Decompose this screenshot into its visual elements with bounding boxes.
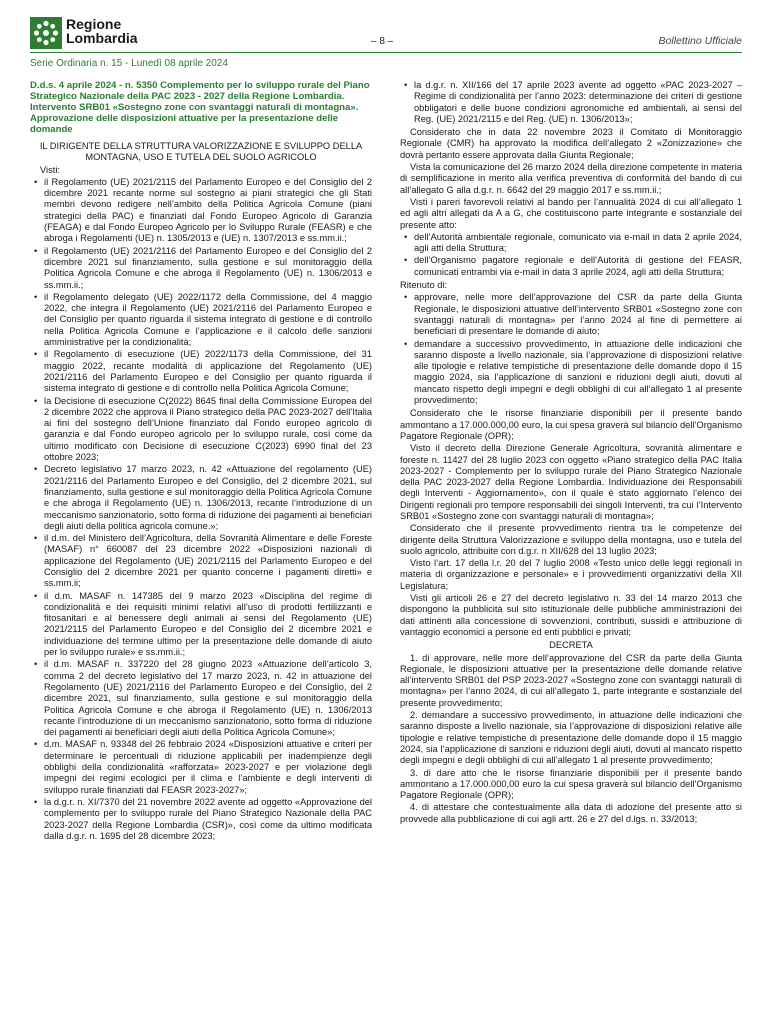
ritenuto-list: [400, 292, 742, 406]
director-heading: IL DIRIGENTE DELLA STRUTTURA VALORIZZAZIONE E SVILUPPO DELLA MONTAGNA, USO E TUTELA DEL SUOLO AGRICOLO: [39, 141, 363, 163]
list-item: • il Regolamento delegato (UE) 2022/1172 della Commissione, del 4 maggio 2022, che integra il Regolamento (UE) 2021/2116 del Parlamento Europeo e del Consiglio per quanto riguarda il sistema integrato di gestione e di controllo nella Politica Agricola Comune e l’applicazione e il calcolo delle sanzioni amministrative per la condizionalità;: [44, 292, 372, 348]
decree-title: D.d.s. 4 aprile 2024 - n. 5350 Complemento per lo sviluppo rurale del Piano Strategico Nazionale della PAC 2023 - 2027 della Regione Lombardia. Intervento SRB01 «Sostegno zone con svantaggi naturali di montagna». Approvazione delle disposizioni attuative per la presentazione delle domande: [30, 80, 370, 135]
decreta-heading: DECRETA: [549, 640, 593, 651]
logo-line2: Lombardia: [66, 30, 138, 46]
logo-text: [66, 17, 138, 45]
ritenuto-label: Ritenuto di:: [400, 280, 448, 291]
list-item: • il d.m. MASAF n. 147385 del 9 marzo 2023 «Disciplina del regime di condizionalità e dei requisiti minimi relativi all’uso di prodotti fertilizzanti e fitosanitari e al benessere degli animali ai sensi del Regolamento (UE) 2021/2115 del Parlamento Europeo e del Consiglio del 2 dicembre 2021 e individuazione del termine ultimo per la presentazione delle domande di aiuto per lo sviluppo rurale» e ss.mm.ii.;: [44, 591, 372, 659]
logo-line1: Regione: [66, 16, 122, 32]
pareri-list: [400, 232, 742, 278]
paragraph: Considerato che il presente provvedimento rientra tra le competenze del dirigente della Struttura Valorizzazione e sviluppo della montagna, uso e tutela del suolo agricolo, attribuite con d.g.r. n XII/628 del 13 luglio 2023;: [400, 523, 742, 556]
paragraph: Visto il decreto della Direzione Generale Agricoltura, sovranità alimentare e foreste n. 11427 del 28 luglio 2023 con oggetto «Piano strategico della PAC Italia 2023-2027 - Complemento per lo sviluppo rurale del Piano Strategico Nazionale della PAC 2023-2027 della Regione Lombardia. Individuazione dei Responsabili degli Interventi - Aggiornamento», con il quale è stato aggiornato l’elenco dei Dirigenti regionali pro tempore responsabili dei singoli Interventi, tra cui l’Intervento SRB01 «Sostegno zone con svantaggi naturali di montagna»;: [400, 443, 742, 521]
list-item: • il d.m. del Ministero dell’Agricoltura, della Sovranità Alimentare e delle Foreste (MASAF) n° 660087 del 23 dicembre 2022 «Disposizioni nazionali di applicazione del Regolamento (UE) 2021/2115 del Parlamento Europeo e del Consiglio del 2 dicembre 2021 per quanto concerne i pagamenti diretti» e ss.mm.ii;: [44, 533, 372, 589]
list-item: • demandare a successivo provvedimento, in attuazione delle indicazioni che saranno disposte a livello nazionale, sia l’approvazione di disposizioni relative alle tipologie e relative tempistiche di presentazione delle domande dopo il 15 maggio 2024, sia l’applicazione di sanzioni e riduzioni degli aiuti, dovuti al mancato rispetto degli impegni e degli obblighi di cui all’allegato 1 al presente provvedimento;: [414, 339, 742, 407]
left-column: [30, 80, 372, 844]
list-item: • dell’Organismo pagatore regionale e dell’Autorità di gestione del FEASR, comunicati entrambi via e-mail in data 3 aprile 2024, agli atti della Struttura;: [414, 255, 742, 278]
paragraph: 4. di attestare che contestualmente alla data di adozione del presente atto si provvede alla pubblicazione di cui agli artt. 26 e 27 del d.lgs. n. 33/2013;: [400, 802, 742, 824]
bulletin-title: Bollettino Ufficiale: [658, 35, 742, 47]
list-item: • la d.g.r. n. XII/166 del 17 aprile 2023 avente ad oggetto «PAC 2023-2027 – Regime di condizionalità per l’anno 2023: determinazione dei criteri di gestione obbligatori e delle buone condizioni agronomiche ed ambientali, ai sensi del Reg. (UE) 2021/2115 e del Reg. (UE) n. 1306/2013»;: [414, 80, 742, 125]
paragraph: 1. di approvare, nelle more dell’approvazione del CSR da parte della Giunta Regionale, le disposizioni attuative per la presentazione delle domande relative all’intervento SRB01 del PSP 2023-2027 «Sostegno zone con svantaggi naturali di montagna» per l’anno 2024, di cui all’allegato 1, parte integrante e sostanziale del presente provvedimento;: [400, 652, 742, 708]
visti-list-continued: [400, 80, 742, 125]
list-item: • Decreto legislativo 17 marzo 2023, n. 42 «Attuazione del regolamento (UE) 2021/2116 del Parlamento Europeo e del Consiglio, del 2 dicembre 2021, sul finanziamento, sulla gestione e sul monitoraggio della Politica Agricola Comune e che abroga il Regolamento (UE) n. 1306/2013, recante l’introduzione di un meccanismo sanzionatorio, sotto forma di riduzione dei pagamenti ai beneficiari degli aiuti della politica agricola comune.»;: [44, 464, 372, 532]
page-number: – 8 –: [371, 36, 394, 47]
paragraph: 2. demandare a successivo provvedimento, in attuazione delle indicazioni che saranno disposte a livello nazionale, sia l’approvazione di disposizioni relative alle tipologie e relative tempistiche di presentazione delle domande dopo il 15 maggio 2024, sia l’applicazione di sanzioni e riduzioni degli aiuti, dovuti al mancato rispetto degli impegni e degli obblighi di cui all’allegato 1 al presente provvedimento;: [400, 710, 742, 766]
page-header: [0, 0, 770, 69]
right-column: [400, 80, 742, 826]
paragraph: 3. di dare atto che le risorse finanziarie disponibili per il presente bando ammontano a 17.000.000,00 euro la cui spesa graverà sul bilancio dell’Organismo Pagatore Regionale (OPR);: [400, 767, 742, 801]
visti-label: Visti:: [40, 164, 60, 175]
list-item: • dell’Autorità ambientale regionale, comunicato via e-mail in data 2 aprile 2024, agli atti della Struttura;: [414, 232, 742, 255]
paragraph: Considerato che in data 22 novembre 2023 il Comitato di Monitoraggio Regionale (CMR) ha approvato la modifica dell’allegato 2 «Zonizzazione» che dovrà pertanto essere approvata dalla Giunta Regionale;: [400, 127, 742, 160]
paragraph: Visto l’art. 17 della l.r. 20 del 7 luglio 2008 «Testo unico delle leggi regionali in materia di organizzazione e personale» e i provvedimenti organizzativi della XII Legislatura;: [400, 558, 742, 591]
paragraph: Considerato che le risorse finanziarie disponibili per il presente bando ammontano a 17.000.000,00 euro, la cui spesa graverà sul bilancio dell’Organismo Pagatore Regionale (OPR);: [400, 408, 742, 441]
list-item: • approvare, nelle more dell’approvazione del CSR da parte della Giunta Regionale, le disposizioni attuative dell’intervento SRB01 «Sostegno zone con svantaggi naturali di montagna» per l’anno 2024 al fine di permettere ai beneficiari di presentare le domande di aiuto;: [414, 292, 742, 337]
list-item: • il d.m. MASAF n. 337220 del 28 giugno 2023 «Attuazione dell’articolo 3, comma 2 del decreto legislativo del 17 marzo 2023, n. 42 in attuazione del Regolamento (UE) 2021/2116 del Parlamento Europeo e del Consiglio, del 2 dicembre 2021, sul finanziamento, sulla gestione e sul monitoraggio della Politica Agricola Comune e che abroga il Regolamento (UE) n. 1306/2013 recante l’introduzione di un meccanismo sanzionatorio, sotto forma di riduzione dei pagamenti ai beneficiari degli aiuti della Politica Agricola Comune»;: [44, 659, 372, 738]
list-item: • la d.g.r. n. XI/7370 del 21 novembre 2022 avente ad oggetto «Approvazione del complemento per lo sviluppo rurale del Piano Strategico Nazionale della PAC 2023-2027 della Regione Lombardia (CSR)», così come da ultimo modificata dalla d.g.r. n. 1695 del 28 dicembre 2023;: [44, 797, 372, 842]
paragraph: Vista la comunicazione del 26 marzo 2024 della direzione competente in materia di semplificazione in merito alla verifica preventiva di conformità del bando di cui all’allegato G alla d.g.r. n. 6642 del 29 maggio 2017 e ss.mm.ii.;: [400, 162, 742, 195]
regione-lombardia-logo: [30, 17, 180, 49]
paragraph: Visti gli articoli 26 e 27 del decreto legislativo n. 33 del 14 marzo 2013 che dispongono la pubblicità sul sito istituzionale delle pubbliche amministrazioni dei dati attinenti alla concessione di sovvenzioni, contributi, sussidi e attribuzione di vantaggio economici a persone ed enti pubblici e privati;: [400, 593, 742, 637]
header-divider: [30, 52, 742, 53]
series-line: Serie Ordinaria n. 15 - Lunedì 08 aprile 2024: [30, 58, 228, 69]
list-item: • il Regolamento di esecuzione (UE) 2022/1173 della Commissione, del 31 maggio 2022, recante modalità di applicazione del Regolamento (UE) 2021/2116 del Parlamento Europeo e del Consiglio per quanto riguarda il sistema integrato di gestione e di controllo nella Politica Agricola Comune;: [44, 349, 372, 394]
visti-list: [30, 177, 372, 842]
paragraph: Visti i pareri favorevoli relativi al bando per l’annualità 2024 di cui all’allegato 1 ed agli altri allegati da A a G, che costituiscono parte integrante e sostanziale del presente atto:: [400, 196, 742, 230]
rosa-camuna-icon: [30, 17, 62, 49]
list-item: • la Decisione di esecuzione C(2022) 8645 final della Commissione Europea del 2 dicembre 2022 che approva il Piano strategico della PAC 2023-2027 dell’Italia ai fini del sostegno dell’Unione finanziato dal Fondo europeo agricolo di garanzia e dal Fondo europeo agricolo per lo sviluppo rurale, così come da ultimo modificato con Decisione di esecuzione C(2023) 6990 final del 23 ottobre 2023;: [44, 396, 372, 464]
list-item: • il Regolamento (UE) 2021/2116 del Parlamento Europeo e del Consiglio del 2 dicembre 2021 sul finanziamento, sulla gestione e sul monitoraggio della Politica Agricola Comune e che abroga il Regolamento (UE) n. 1306/2013 e ss.mm.ii.;: [44, 246, 372, 291]
list-item: • d.m. MASAF n. 93348 del 26 febbraio 2024 «Disposizioni attuative e criteri per determinare le percentuali di riduzione applicabili per inadempienze degli obblighi della condizionalità «rafforzata» 2023-2027 e per violazione degli impegni dei regimi ecologici per il clima e l’ambiente e degli interventi di sviluppo rurale finanziati dal FEASR 2023-2027»;: [44, 739, 372, 795]
list-item: • il Regolamento (UE) 2021/2115 del Parlamento Europeo e del Consiglio del 2 dicembre 2021 recante norme sul sostegno ai piani strategici che gli Stati membri devono redigere nell’ambito della Politica Agricola Comune (piani strategici della PAC) e finanziati dal Fondo Europeo Agricolo di Garanzia (FEAGA) e dal Fondo Europeo Agricolo per lo Sviluppo Rurale (FEASR) e che abroga i Regolamenti (UE) n. 1305/2013 e (UE) n. 1307/2013 e ss.mm.ii.;: [44, 177, 372, 245]
